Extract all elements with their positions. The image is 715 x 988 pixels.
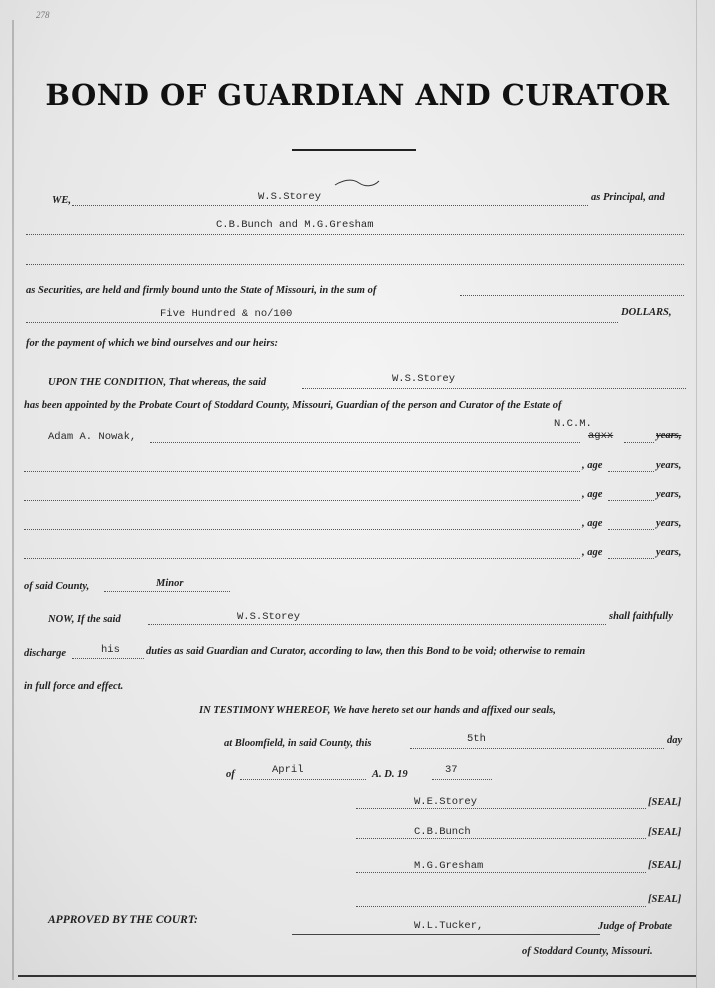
page-right-edge — [696, 0, 697, 988]
page-left-edge — [12, 20, 14, 980]
day-line — [410, 748, 664, 749]
bottom-rule — [18, 975, 696, 977]
discharge-label: discharge — [24, 648, 66, 659]
of-label: of — [226, 769, 235, 780]
ad-label: A. D. 19 — [372, 769, 408, 780]
age-value-line-1 — [624, 442, 654, 443]
signature-name-1: W.E.Storey — [414, 796, 478, 808]
sum-line-end — [460, 295, 684, 296]
ward-line-5 — [24, 558, 580, 559]
years-label-4: years, — [656, 518, 682, 529]
years-struck: years, — [656, 430, 682, 441]
sum-amount-line — [26, 322, 618, 323]
signature-name-3: M.G.Gresham — [414, 860, 484, 872]
seal-label-3: [SEAL] — [648, 860, 682, 871]
years-label-5: years, — [656, 547, 682, 558]
now-line — [148, 624, 606, 625]
his-word: his — [101, 644, 120, 656]
condition-name: W.S.Storey — [392, 373, 456, 385]
now-clause: NOW, If the said — [48, 614, 121, 625]
we-label: WE, — [52, 195, 71, 206]
signature-line-3 — [356, 872, 646, 873]
year-line — [432, 779, 492, 780]
condition-clause: UPON THE CONDITION, That whereas, the said — [48, 377, 267, 388]
seal-label-1: [SEAL] — [648, 797, 682, 808]
appointed-clause: has been appointed by the Probate Court of Stoddard County, Missouri, Guardian of the person and Curator of the Estate of — [24, 400, 562, 411]
ward-name: Adam A. Nowak, — [48, 431, 137, 443]
principal-line — [72, 205, 588, 206]
now-name: W.S.Storey — [237, 611, 301, 623]
title-rule — [292, 149, 416, 151]
securities-line — [26, 234, 684, 235]
page-number: 278 — [36, 10, 50, 20]
document-title: BOND OF GUARDIAN AND CURATOR — [45, 78, 670, 112]
principal-name: W.S.Storey — [258, 191, 322, 203]
judge-name: W.L.Tucker, — [414, 920, 484, 932]
age-label-5: , age — [582, 547, 603, 558]
ncm-note: N.C.M. — [554, 418, 592, 430]
ward-line-2 — [24, 471, 580, 472]
full-force: in full force and effect. — [24, 681, 124, 692]
as-principal-label: as Principal, and — [591, 192, 665, 203]
approved-label: APPROVED BY THE COURT: — [48, 914, 198, 926]
seal-label-4: [SEAL] — [648, 894, 682, 905]
of-said-county: of said County, — [24, 581, 90, 592]
shall-faithfully: shall faithfully — [609, 611, 673, 622]
payment-clause: for the payment of which we bind ourselves and our heirs: — [26, 338, 279, 349]
seal-label-2: [SEAL] — [648, 827, 682, 838]
testimony-clause: IN TESTIMONY WHEREOF, We have hereto set our hands and affixed our seals, — [199, 705, 556, 716]
age-value-line-5 — [608, 558, 654, 559]
dollars-label: DOLLARS, — [621, 307, 672, 318]
years-label-2: years, — [656, 460, 682, 471]
years-label-3: years, — [656, 489, 682, 500]
sum-amount: Five Hundred & no/100 — [160, 308, 293, 320]
age-value-line-3 — [608, 500, 654, 501]
minor-label: Minor — [156, 578, 184, 589]
ward-line-4 — [24, 529, 580, 530]
signature-line-2 — [356, 838, 646, 839]
age-label-2: , age — [582, 460, 603, 471]
condition-line — [302, 388, 686, 389]
at-bloomfield: at Bloomfield, in said County, this — [224, 738, 372, 749]
age-value-line-4 — [608, 529, 654, 530]
year-value: 37 — [445, 764, 458, 776]
judge-title: Judge of Probate — [598, 921, 673, 932]
ward-line-1 — [150, 442, 580, 443]
age-value-line-2 — [608, 471, 654, 472]
signature-line-4 — [356, 906, 646, 907]
day-value: 5th — [467, 733, 486, 745]
securities-names: C.B.Bunch and M.G.Gresham — [216, 219, 374, 231]
duties-clause: duties as said Guardian and Curator, according to law, then this Bond to be void; otherwise to remain — [146, 646, 586, 657]
county-line — [104, 591, 230, 592]
ward-line-3 — [24, 500, 580, 501]
as-securities-clause: as Securities, are held and firmly bound unto the State of Missouri, in the sum of — [26, 285, 377, 296]
blank-line-1 — [26, 264, 684, 265]
ornament-swash — [333, 177, 381, 189]
age-label-4: , age — [582, 518, 603, 529]
age-struck: agxx — [588, 430, 614, 442]
signature-name-2: C.B.Bunch — [414, 826, 471, 838]
month-value: April — [272, 764, 304, 776]
court-county: of Stoddard County, Missouri. — [522, 946, 653, 957]
month-line — [240, 779, 366, 780]
age-label-3: , age — [582, 489, 603, 500]
signature-line-1 — [356, 808, 646, 809]
day-label: day — [667, 735, 683, 746]
judge-line — [292, 934, 600, 935]
discharge-line — [72, 658, 144, 659]
